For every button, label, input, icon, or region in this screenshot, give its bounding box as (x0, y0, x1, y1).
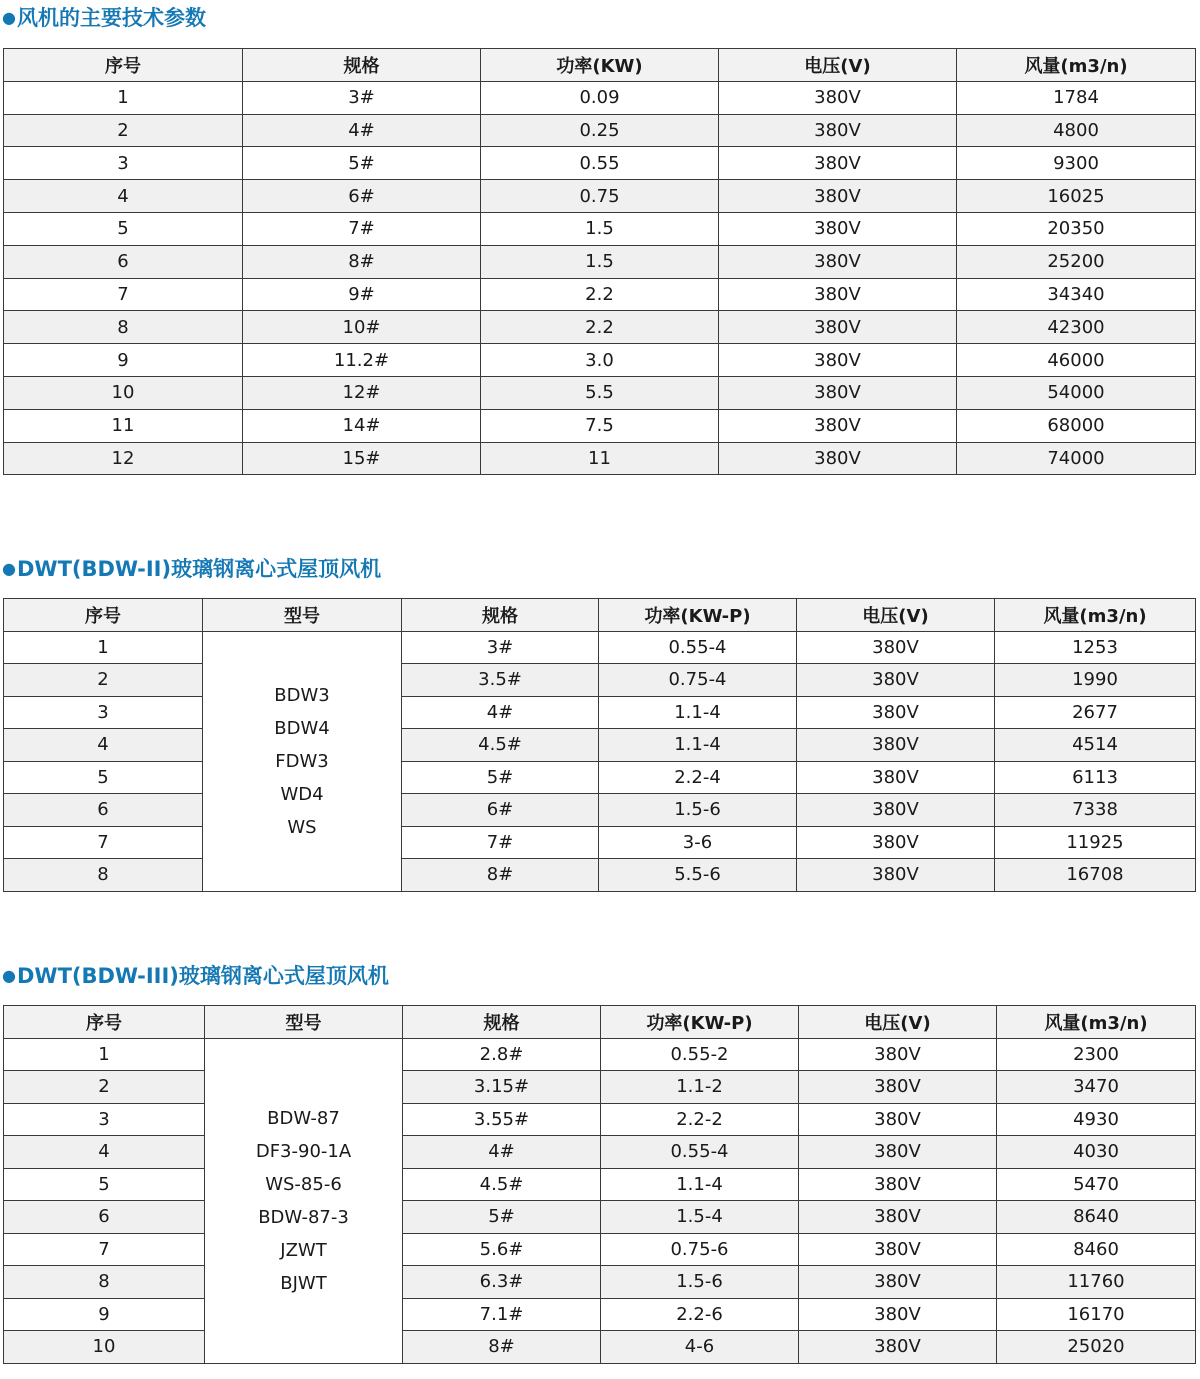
cell-voltage: 380V (719, 245, 957, 278)
cell-airflow: 16708 (995, 859, 1196, 892)
cell-index: 8 (4, 859, 203, 892)
table-row (4, 631, 1196, 664)
cell-spec: 6.3# (403, 1266, 601, 1299)
cell-spec: 3# (402, 631, 599, 664)
cell-airflow: 16170 (997, 1298, 1196, 1331)
cell-index: 8 (4, 1266, 205, 1299)
cell-airflow: 8460 (997, 1233, 1196, 1266)
cell-voltage: 380V (719, 278, 957, 311)
cell-power: 0.75-4 (599, 664, 797, 697)
cell-voltage: 380V (719, 344, 957, 377)
cell-airflow: 5470 (997, 1168, 1196, 1201)
header-model: 型号 (205, 1006, 403, 1039)
cell-airflow: 1784 (957, 81, 1196, 114)
cell-spec: 5.6# (403, 1233, 601, 1266)
table-row (4, 696, 1196, 729)
cell-airflow: 7338 (995, 794, 1196, 827)
cell-voltage: 380V (719, 376, 957, 409)
cell-spec: 9# (243, 278, 481, 311)
table-row (4, 180, 1196, 213)
cell-spec: 5# (403, 1201, 601, 1234)
cell-power: 0.55 (481, 147, 719, 180)
cell-power: 1.5-4 (601, 1201, 799, 1234)
cell-spec: 7.1# (403, 1298, 601, 1331)
table-row (4, 311, 1196, 344)
cell-index: 9 (4, 1298, 205, 1331)
cell-power: 0.75-6 (601, 1233, 799, 1266)
cell-airflow: 34340 (957, 278, 1196, 311)
cell-voltage: 380V (799, 1103, 997, 1136)
cell-index: 2 (4, 664, 203, 697)
table-row (4, 826, 1196, 859)
model-name: BDW-87 (267, 1107, 340, 1129)
cell-spec: 6# (402, 794, 599, 827)
cell-voltage: 380V (797, 631, 995, 664)
cell-index: 2 (4, 1071, 205, 1104)
cell-airflow: 54000 (957, 376, 1196, 409)
table-row (4, 761, 1196, 794)
cell-power: 1.1-4 (599, 696, 797, 729)
cell-index: 2 (4, 114, 243, 147)
cell-index: 5 (4, 212, 243, 245)
table-row (4, 859, 1196, 892)
header-spec: 规格 (243, 49, 481, 82)
cell-voltage: 380V (799, 1038, 997, 1071)
cell-spec: 10# (243, 311, 481, 344)
cell-power: 2.2-4 (599, 761, 797, 794)
cell-spec: 8# (402, 859, 599, 892)
cell-voltage: 380V (799, 1331, 997, 1364)
table-header-row (4, 599, 1196, 632)
cell-index: 10 (4, 1331, 205, 1364)
cell-voltage: 380V (719, 81, 957, 114)
bullet-icon: ● (2, 559, 16, 578)
section3-title-text: DWT(BDW-III)玻璃钢离心式屋顶风机 (16, 964, 389, 988)
bullet-icon: ● (2, 8, 16, 27)
table-row (4, 245, 1196, 278)
cell-power: 1.1-4 (601, 1168, 799, 1201)
table-header-row (4, 1006, 1196, 1039)
cell-airflow: 9300 (957, 147, 1196, 180)
header-power: 功率(KW-P) (599, 599, 797, 632)
cell-airflow: 4800 (957, 114, 1196, 147)
cell-power: 2.2-6 (601, 1298, 799, 1331)
cell-voltage: 380V (797, 696, 995, 729)
model-name: BJWT (280, 1272, 327, 1294)
cell-power: 2.2-2 (601, 1103, 799, 1136)
bullet-icon: ● (2, 966, 16, 985)
model-name: WS (287, 816, 317, 838)
table-row (4, 212, 1196, 245)
cell-index: 1 (4, 81, 243, 114)
cell-index: 12 (4, 442, 243, 475)
cell-power: 1.5 (481, 245, 719, 278)
cell-airflow: 20350 (957, 212, 1196, 245)
cell-power: 4-6 (601, 1331, 799, 1364)
cell-power: 5.5-6 (599, 859, 797, 892)
dwt-bdw-ii-table (3, 598, 1196, 892)
section1-title-text: 风机的主要技术参数 (16, 6, 206, 30)
model-name: DF3-90-1A (255, 1140, 352, 1162)
cell-airflow: 2677 (995, 696, 1196, 729)
header-power: 功率(KW) (481, 49, 719, 82)
table-row (4, 81, 1196, 114)
cell-spec: 3.5# (402, 664, 599, 697)
cell-power: 0.25 (481, 114, 719, 147)
table-row (4, 1038, 1196, 1071)
section3-title (2, 966, 389, 987)
table-row (4, 114, 1196, 147)
table-row (4, 1201, 1196, 1234)
section2-title (2, 559, 381, 580)
cell-model-group (205, 1038, 403, 1363)
cell-voltage: 380V (797, 729, 995, 762)
cell-index: 7 (4, 1233, 205, 1266)
cell-voltage: 380V (799, 1168, 997, 1201)
table-row (4, 1233, 1196, 1266)
cell-power: 1.5-6 (599, 794, 797, 827)
table-row (4, 1136, 1196, 1169)
cell-index: 4 (4, 729, 203, 762)
model-name: BDW3 (274, 684, 330, 706)
header-index: 序号 (4, 1006, 205, 1039)
cell-airflow: 25020 (997, 1331, 1196, 1364)
cell-airflow: 42300 (957, 311, 1196, 344)
cell-power: 1.1-4 (599, 729, 797, 762)
model-list (203, 679, 401, 844)
table-row (4, 1266, 1196, 1299)
cell-airflow: 8640 (997, 1201, 1196, 1234)
table-row (4, 344, 1196, 377)
header-index: 序号 (4, 49, 243, 82)
cell-spec: 4# (243, 114, 481, 147)
cell-index: 1 (4, 631, 203, 664)
cell-voltage: 380V (799, 1266, 997, 1299)
model-name: BDW4 (274, 717, 330, 739)
table-row (4, 147, 1196, 180)
table-row (4, 729, 1196, 762)
cell-spec: 4.5# (403, 1168, 601, 1201)
dwt-bdw-iii-table (3, 1005, 1196, 1364)
cell-spec: 5# (243, 147, 481, 180)
cell-airflow: 16025 (957, 180, 1196, 213)
cell-voltage: 380V (719, 114, 957, 147)
cell-airflow: 11925 (995, 826, 1196, 859)
header-airflow: 风量(m3/n) (957, 49, 1196, 82)
cell-power: 0.55-2 (601, 1038, 799, 1071)
cell-voltage: 380V (719, 212, 957, 245)
model-name: BDW-87-3 (258, 1206, 349, 1228)
header-index: 序号 (4, 599, 203, 632)
table-row (4, 442, 1196, 475)
cell-airflow: 4514 (995, 729, 1196, 762)
cell-spec: 7# (243, 212, 481, 245)
cell-airflow: 68000 (957, 409, 1196, 442)
cell-spec: 4.5# (402, 729, 599, 762)
cell-spec: 12# (243, 376, 481, 409)
cell-spec: 4# (403, 1136, 601, 1169)
cell-voltage: 380V (719, 442, 957, 475)
cell-power: 1.5-6 (601, 1266, 799, 1299)
cell-power: 0.55-4 (601, 1136, 799, 1169)
cell-voltage: 380V (799, 1071, 997, 1104)
header-voltage: 电压(V) (719, 49, 957, 82)
cell-airflow: 25200 (957, 245, 1196, 278)
cell-voltage: 380V (797, 664, 995, 697)
table-row (4, 794, 1196, 827)
cell-spec: 8# (243, 245, 481, 278)
header-model: 型号 (203, 599, 402, 632)
cell-index: 10 (4, 376, 243, 409)
table-row (4, 1298, 1196, 1331)
cell-power: 5.5 (481, 376, 719, 409)
table-row (4, 278, 1196, 311)
cell-index: 3 (4, 1103, 205, 1136)
header-spec: 规格 (403, 1006, 601, 1039)
cell-index: 5 (4, 761, 203, 794)
cell-power: 7.5 (481, 409, 719, 442)
cell-voltage: 380V (719, 409, 957, 442)
cell-voltage: 380V (797, 859, 995, 892)
cell-voltage: 380V (799, 1298, 997, 1331)
cell-index: 6 (4, 794, 203, 827)
cell-index: 9 (4, 344, 243, 377)
cell-spec: 5# (402, 761, 599, 794)
cell-spec: 8# (403, 1331, 601, 1364)
cell-index: 5 (4, 1168, 205, 1201)
cell-index: 6 (4, 1201, 205, 1234)
cell-voltage: 380V (799, 1201, 997, 1234)
cell-power: 2.2 (481, 311, 719, 344)
cell-voltage: 380V (797, 794, 995, 827)
table-row (4, 1331, 1196, 1364)
cell-spec: 11.2# (243, 344, 481, 377)
table-row (4, 1168, 1196, 1201)
cell-airflow: 1990 (995, 664, 1196, 697)
cell-index: 11 (4, 409, 243, 442)
model-name: WS-85-6 (265, 1173, 342, 1195)
model-name: JZWT (280, 1239, 327, 1261)
cell-voltage: 380V (719, 147, 957, 180)
cell-power: 0.75 (481, 180, 719, 213)
table-row (4, 376, 1196, 409)
cell-index: 3 (4, 696, 203, 729)
model-list (205, 1102, 402, 1300)
cell-spec: 14# (243, 409, 481, 442)
header-voltage: 电压(V) (799, 1006, 997, 1039)
cell-power: 0.55-4 (599, 631, 797, 664)
table-row (4, 1071, 1196, 1104)
cell-spec: 3.15# (403, 1071, 601, 1104)
cell-airflow: 74000 (957, 442, 1196, 475)
cell-spec: 4# (402, 696, 599, 729)
table-row (4, 409, 1196, 442)
section2-title-text: DWT(BDW-II)玻璃钢离心式屋顶风机 (16, 557, 382, 581)
cell-power: 1.1-2 (601, 1071, 799, 1104)
cell-airflow: 2300 (997, 1038, 1196, 1071)
cell-airflow: 11760 (997, 1266, 1196, 1299)
cell-spec: 6# (243, 180, 481, 213)
cell-airflow: 4030 (997, 1136, 1196, 1169)
model-name: FDW3 (275, 750, 329, 772)
model-name: WD4 (280, 783, 324, 805)
header-spec: 规格 (402, 599, 599, 632)
cell-airflow: 46000 (957, 344, 1196, 377)
cell-power: 3.0 (481, 344, 719, 377)
table-header-row (4, 49, 1196, 82)
cell-power: 3-6 (599, 826, 797, 859)
cell-spec: 7# (402, 826, 599, 859)
cell-index: 7 (4, 278, 243, 311)
cell-airflow: 6113 (995, 761, 1196, 794)
fan-spec-table (3, 48, 1196, 475)
section1-title (2, 8, 206, 29)
cell-airflow: 3470 (997, 1071, 1196, 1104)
cell-index: 4 (4, 180, 243, 213)
cell-airflow: 4930 (997, 1103, 1196, 1136)
cell-voltage: 380V (719, 180, 957, 213)
header-power: 功率(KW-P) (601, 1006, 799, 1039)
cell-index: 7 (4, 826, 203, 859)
cell-voltage: 380V (797, 761, 995, 794)
cell-power: 11 (481, 442, 719, 475)
cell-spec: 2.8# (403, 1038, 601, 1071)
cell-spec: 3.55# (403, 1103, 601, 1136)
cell-power: 2.2 (481, 278, 719, 311)
cell-spec: 15# (243, 442, 481, 475)
cell-voltage: 380V (799, 1233, 997, 1266)
table-row (4, 1103, 1196, 1136)
table-row (4, 664, 1196, 697)
cell-airflow: 1253 (995, 631, 1196, 664)
header-airflow: 风量(m3/n) (997, 1006, 1196, 1039)
cell-index: 3 (4, 147, 243, 180)
cell-index: 4 (4, 1136, 205, 1169)
cell-voltage: 380V (797, 826, 995, 859)
cell-power: 0.09 (481, 81, 719, 114)
header-airflow: 风量(m3/n) (995, 599, 1196, 632)
cell-model-group (203, 631, 402, 891)
cell-spec: 3# (243, 81, 481, 114)
header-voltage: 电压(V) (797, 599, 995, 632)
cell-index: 1 (4, 1038, 205, 1071)
cell-index: 6 (4, 245, 243, 278)
cell-voltage: 380V (799, 1136, 997, 1169)
cell-power: 1.5 (481, 212, 719, 245)
cell-index: 8 (4, 311, 243, 344)
cell-voltage: 380V (719, 311, 957, 344)
